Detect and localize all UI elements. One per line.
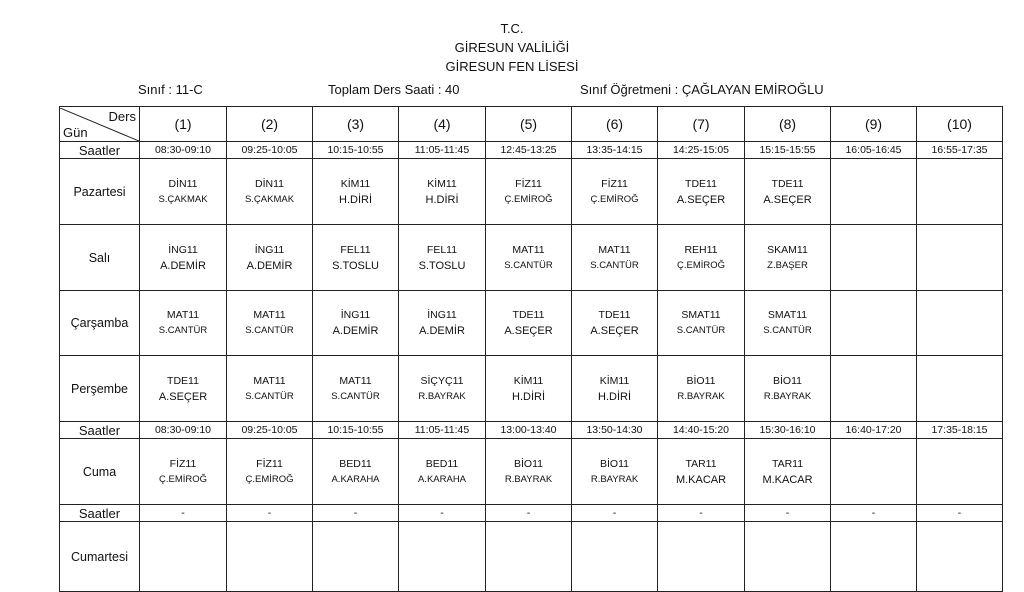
teacher-name: R.BAYRAK (504, 473, 553, 485)
subject-code: FEL11 (340, 243, 371, 256)
day-name: Salı (60, 225, 140, 291)
day-row (60, 225, 1003, 291)
lesson-cell (658, 159, 745, 225)
subject-code: TDE11 (685, 177, 717, 190)
period-number: (10) (917, 107, 1003, 142)
lesson-cell (658, 356, 745, 422)
subject-code: MAT11 (512, 243, 545, 256)
lesson-cell (227, 225, 313, 291)
lesson-cell (227, 159, 313, 225)
lesson-cell (572, 439, 658, 505)
period-number: (3) (313, 107, 399, 142)
subject-code: FİZ11 (515, 177, 542, 190)
lesson-cell (399, 439, 486, 505)
subject-code: SKAM11 (767, 243, 808, 256)
subject-code: KİM11 (513, 374, 544, 387)
lesson-cell (399, 356, 486, 422)
time-slot: 13:50-14:30 (572, 422, 658, 439)
teacher-name: Ç.EMİROĞ (676, 259, 726, 271)
period-number: (6) (572, 107, 658, 142)
lesson-cell (917, 356, 1003, 422)
subject-code: FİZ11 (256, 457, 283, 470)
lesson-cell (917, 225, 1003, 291)
lesson-cell (572, 159, 658, 225)
time-slot: - (313, 505, 399, 522)
lesson-cell (745, 159, 831, 225)
corner-gun-label: Gün (63, 124, 88, 140)
hours-label: Saatler (60, 142, 140, 159)
time-slot: 16:55-17:35 (917, 142, 1003, 159)
hours-row-friday (60, 422, 1003, 439)
time-slot: 17:35-18:15 (917, 422, 1003, 439)
lesson-cell (745, 522, 831, 592)
time-slot: 11:05-11:45 (399, 422, 486, 439)
lesson-cell (572, 225, 658, 291)
lesson-cell (140, 439, 227, 505)
subject-code: SİÇYÇ11 (420, 374, 464, 387)
time-slot: 14:40-15:20 (658, 422, 745, 439)
time-slot: 15:30-16:10 (745, 422, 831, 439)
teacher-name: H.DİRİ (512, 390, 545, 403)
hours-label: Saatler (60, 422, 140, 439)
lesson-cell (831, 356, 917, 422)
period-number: (7) (658, 107, 745, 142)
time-slot: - (140, 505, 227, 522)
subject-code: FİZ11 (169, 457, 197, 470)
day-name: Cumartesi (60, 522, 140, 592)
period-number: (1) (140, 107, 227, 142)
lesson-cell (140, 225, 227, 291)
period-number: (2) (227, 107, 313, 142)
day-row (60, 291, 1003, 356)
teacher-name: S.CANTÜR (245, 325, 294, 336)
subject-code: KİM11 (599, 374, 630, 387)
lesson-cell (831, 159, 917, 225)
subject-code: SMAT11 (767, 309, 808, 321)
day-row (60, 522, 1003, 592)
lesson-cell (745, 439, 831, 505)
day-row (60, 356, 1003, 422)
subject-code: KİM11 (427, 177, 457, 190)
lesson-cell (313, 159, 399, 225)
teacher-name: Ç.EMİROĞ (504, 193, 553, 205)
teacher-name: R.BAYRAK (418, 390, 466, 402)
subject-code: BED11 (339, 457, 372, 470)
lesson-cell (917, 159, 1003, 225)
teacher-name: S.CANTÜR (331, 390, 380, 402)
lesson-cell (313, 291, 399, 356)
lesson-cell (486, 522, 572, 592)
subject-code: TDE11 (167, 374, 199, 387)
teacher-name: S.CANTÜR (158, 325, 208, 336)
subject-code: TAR11 (685, 457, 717, 470)
teacher-name: Ç.EMİROĞ (590, 193, 639, 205)
time-slot: - (917, 505, 1003, 522)
lesson-cell (486, 439, 572, 505)
subject-code: TDE11 (771, 177, 804, 190)
teacher-name: S.TOSLU (418, 259, 466, 272)
class-label: Sınıf : 11-C (138, 82, 203, 97)
lesson-cell (658, 439, 745, 505)
time-slot: - (831, 505, 917, 522)
lesson-cell (831, 439, 917, 505)
time-slot: 13:35-14:15 (572, 142, 658, 159)
subject-code: İNG11 (168, 243, 198, 256)
period-number: (9) (831, 107, 917, 142)
day-name: Perşembe (60, 356, 140, 422)
subject-code: FEL11 (426, 243, 458, 256)
timetable (59, 106, 1003, 592)
time-slot: 11:05-11:45 (399, 142, 486, 159)
teacher-name: S.CANTÜR (504, 259, 553, 271)
time-slot: 10:15-10:55 (313, 142, 399, 159)
subject-code: MAT11 (339, 374, 372, 387)
lesson-cell (486, 159, 572, 225)
teacher-name: S.CANTÜR (676, 325, 726, 336)
subject-code: KİM11 (340, 177, 371, 190)
teacher-name: Z.BAŞER (767, 259, 808, 271)
subject-code: TAR11 (771, 457, 804, 470)
time-slot: - (658, 505, 745, 522)
lesson-cell (745, 291, 831, 356)
subject-code: BİO11 (514, 457, 543, 470)
teacher-name: A.DEMİR (246, 259, 293, 272)
teacher-name: A.KARAHA (417, 473, 467, 485)
lesson-cell (399, 291, 486, 356)
teacher-name: S.CANTÜR (245, 390, 294, 402)
lesson-cell (227, 291, 313, 356)
lesson-cell (572, 356, 658, 422)
subject-code: BİO11 (686, 374, 716, 387)
lesson-cell (140, 159, 227, 225)
lesson-cell (831, 522, 917, 592)
lesson-cell (313, 439, 399, 505)
teacher-name: A.SEÇER (158, 390, 208, 403)
lesson-cell (745, 356, 831, 422)
subject-code: İNG11 (254, 243, 285, 256)
hours-label: Saatler (60, 505, 140, 522)
day-row (60, 159, 1003, 225)
time-slot: 13:00-13:40 (486, 422, 572, 439)
teacher-name: A.DEMİR (332, 325, 379, 337)
time-slot: 16:40-17:20 (831, 422, 917, 439)
subject-code: MAT11 (598, 243, 631, 256)
day-name: Cuma (60, 439, 140, 505)
day-name: Pazartesi (60, 159, 140, 225)
total-hours: Toplam Ders Saati : 40 (328, 82, 460, 97)
lesson-cell (227, 522, 313, 592)
lesson-cell (486, 291, 572, 356)
lesson-cell (745, 225, 831, 291)
header-governorship: GİRESUN VALİLİĞİ (454, 40, 570, 55)
subject-code: İNG11 (427, 309, 457, 321)
teacher-name: S.ÇAKMAK (244, 193, 295, 205)
teacher-name: H.DİRİ (425, 193, 459, 206)
subject-code: İNG11 (340, 309, 371, 321)
lesson-cell (486, 225, 572, 291)
lesson-cell (658, 522, 745, 592)
class-teacher: Sınıf Öğretmeni : ÇAĞLAYAN EMİROĞLU (580, 82, 824, 97)
subject-code: DİN11 (255, 177, 284, 190)
time-slot: 09:25-10:05 (227, 422, 313, 439)
day-row (60, 439, 1003, 505)
time-slot: 08:30-09:10 (140, 142, 227, 159)
teacher-name: H.DİRİ (339, 193, 372, 206)
subject-code: SMAT11 (681, 309, 721, 321)
lesson-cell (399, 225, 486, 291)
teacher-name: R.BAYRAK (590, 473, 639, 485)
lesson-cell (227, 439, 313, 505)
subject-code: DİN11 (168, 177, 198, 190)
teacher-name: A.SEÇER (763, 193, 812, 206)
time-slot: - (745, 505, 831, 522)
time-slot: 16:05-16:45 (831, 142, 917, 159)
teacher-name: A.SEÇER (676, 193, 726, 206)
header-tc: T.C. (500, 21, 524, 36)
lesson-cell (572, 522, 658, 592)
teacher-name: M.KACAR (675, 473, 727, 486)
subject-code: BED11 (425, 457, 459, 470)
teacher-name: A.SEÇER (504, 325, 553, 337)
lesson-cell (831, 291, 917, 356)
teacher-name: R.BAYRAK (677, 390, 725, 402)
teacher-name: H.DİRİ (598, 390, 631, 403)
lesson-cell (140, 522, 227, 592)
lesson-cell (313, 225, 399, 291)
header-school: GİRESUN FEN LİSESİ (445, 59, 579, 74)
time-slot: 14:25-15:05 (658, 142, 745, 159)
lesson-cell (831, 225, 917, 291)
subject-code: FİZ11 (601, 177, 628, 190)
hours-row-saturday (60, 505, 1003, 522)
period-number: (5) (486, 107, 572, 142)
lesson-cell (917, 291, 1003, 356)
teacher-name: S.CANTÜR (763, 325, 812, 336)
teacher-name: Ç.EMİROĞ (245, 473, 294, 485)
lesson-cell (917, 522, 1003, 592)
teacher-name: R.BAYRAK (763, 390, 812, 402)
lesson-cell (313, 356, 399, 422)
teacher-name: S.TOSLU (332, 259, 379, 272)
lesson-cell (658, 225, 745, 291)
subject-code: TDE11 (512, 309, 545, 321)
teacher-name: A.SEÇER (590, 325, 639, 337)
day-name: Çarşamba (60, 291, 140, 356)
time-slot: 08:30-09:10 (140, 422, 227, 439)
period-header-row (60, 107, 1003, 142)
lesson-cell (399, 159, 486, 225)
lesson-cell (572, 291, 658, 356)
teacher-name: A.DEMİR (419, 325, 465, 337)
teacher-name: S.CANTÜR (590, 259, 639, 271)
subject-code: MAT11 (253, 309, 286, 321)
subject-code: TDE11 (598, 309, 631, 321)
time-slot: 12:45-13:25 (486, 142, 572, 159)
time-slot: - (399, 505, 486, 522)
hours-row-weekdays (60, 142, 1003, 159)
teacher-name: A.KARAHA (331, 473, 380, 485)
subject-code: MAT11 (253, 374, 286, 387)
teacher-name: Ç.EMİROĞ (158, 473, 208, 485)
lesson-cell (140, 356, 227, 422)
teacher-name: S.ÇAKMAK (158, 193, 208, 205)
lesson-cell (313, 522, 399, 592)
time-slot: - (572, 505, 658, 522)
lesson-cell (399, 522, 486, 592)
period-number: (8) (745, 107, 831, 142)
period-number: (4) (399, 107, 486, 142)
teacher-name: M.KACAR (762, 473, 813, 486)
lesson-cell (227, 356, 313, 422)
subject-code: BİO11 (600, 457, 629, 470)
teacher-name: A.DEMİR (160, 259, 206, 272)
time-slot: - (486, 505, 572, 522)
subject-code: BİO11 (773, 374, 802, 387)
subject-code: REH11 (684, 243, 718, 256)
corner-ders-label: Ders (108, 108, 136, 124)
time-slot: - (227, 505, 313, 522)
corner-cell (60, 107, 140, 142)
lesson-cell (658, 291, 745, 356)
lesson-cell (917, 439, 1003, 505)
lesson-cell (140, 291, 227, 356)
time-slot: 09:25-10:05 (227, 142, 313, 159)
time-slot: 15:15-15:55 (745, 142, 831, 159)
time-slot: 10:15-10:55 (313, 422, 399, 439)
lesson-cell (486, 356, 572, 422)
subject-code: MAT11 (166, 309, 200, 321)
